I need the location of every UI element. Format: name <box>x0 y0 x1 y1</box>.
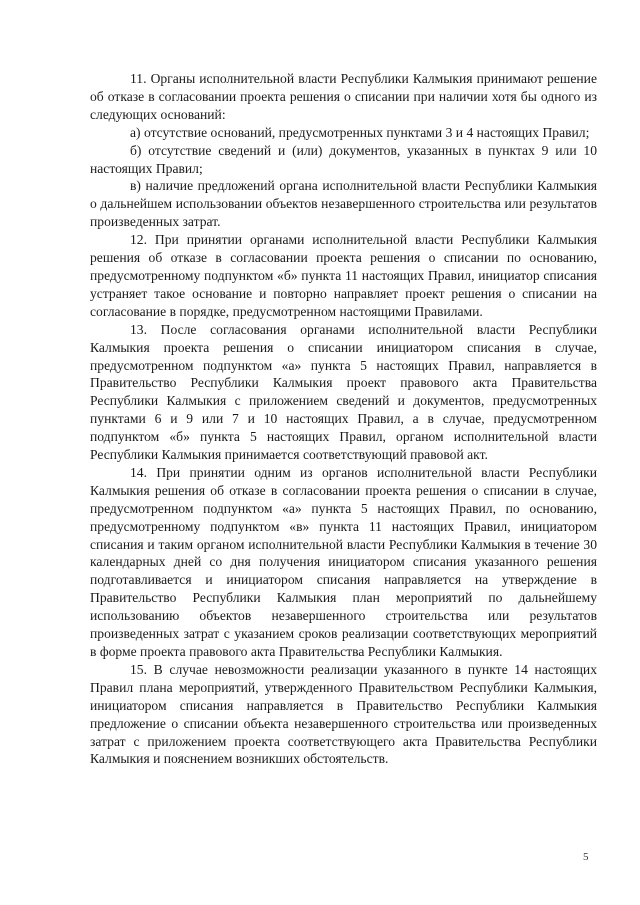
paragraph-11-a: а) отсутствие оснований, предусмотренных пунктами 3 и 4 настоящих Правил; <box>130 124 590 140</box>
document-body <box>90 70 597 768</box>
paragraph-12: 12. При принятии органами исполнительной власти Республики Калмыкия решения об отказе в согласовании проекта решения о списании по основанию, предусмотренному подпунктом «б» пункта 11 настоящих Правил, инициатор списания устраняет такое основание и повторно направляет проект решения о списании на согласование в порядке, предусмотренном настоящими Правилами. <box>90 232 597 319</box>
paragraph-11-v: в) наличие предложений органа исполнительной власти Республики Калмыкия о дальнейшем использовании объектов незавершенного строительства или результатов произведенных затрат. <box>90 178 597 230</box>
page-number: 5 <box>583 851 589 863</box>
paragraph-13: 13. После согласования органами исполнительной власти Республики Калмыкия проекта решения о списании инициатором списания в случае, предусмотренном подпунктом «а» пункта 5 настоящих Правил, направляется в Правительство Республики Калмыкия проект правового акта Правительства Республики Калмыкия с приложением сведений и документов, предусмотренных пунктами 6 и 9 или 7 и 10 настоящих Правил, а в случае, предусмотренном подпунктом «б» пункта 5 настоящих Правил, органом исполнительной власти Республики Калмыкия принимается соответствующий правовой акт. <box>90 321 597 463</box>
paragraph-11-b: б) отсутствие сведений и (или) документов, указанных в пунктах 9 или 10 настоящих Правил; <box>90 142 597 176</box>
paragraph-15: 15. В случае невозможности реализации указанного в пункте 14 настоящих Правил плана мероприятий, утвержденного Правительством Республики Калмыкия, инициатором списания направляется в Правительство Республики Калмыкия предложение о списании объекта незавершенного строительства или произведенных затрат с приложением проекта соответствующего акта Правительства Республики Калмыкия и пояснением возникших обстоятельств. <box>90 661 597 767</box>
paragraph-11: 11. Органы исполнительной власти Республики Калмыкия принимают решение об отказе в согласовании проекта решения о списании при наличии хотя бы одного из следующих оснований: <box>90 71 597 122</box>
paragraph-14: 14. При принятии одним из органов исполнительной власти Республики Калмыкия решения об отказе в согласовании проекта решения о списании в случае, предусмотренном подпунктом «а» пункта 5 настоящих Правил, по основанию, предусмотренному подпунктом «в» пункта 11 настоящих Правил, инициатором списания и таким органом исполнительной власти Республики Калмыкия в течение 30 календарных дней со дня получения инициатором списания указанного решения подготавливается и инициатором списания направляется на утверждение в Правительство Республики Калмыкия план мероприятий по дальнейшему использованию объектов незавершенного строительства или результатов произведенных затрат с указанием сроков реализации соответствующих мероприятий в форме проекта правового акта Правительства Республики Калмыкия. <box>90 464 597 659</box>
